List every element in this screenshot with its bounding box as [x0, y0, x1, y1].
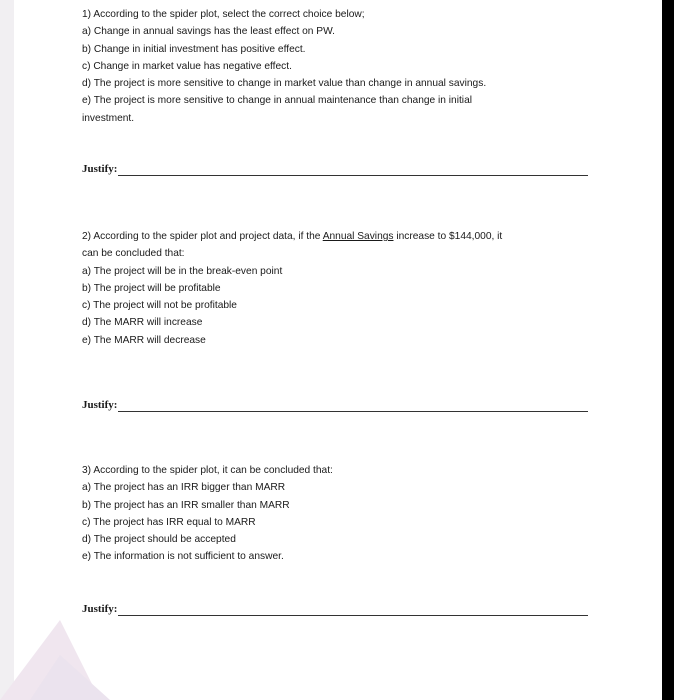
question-1-option-c: c) Change in market value has negative effect. — [82, 60, 292, 72]
justify-answer-line[interactable] — [118, 603, 588, 616]
question-2-prompt — [82, 228, 602, 245]
question-3-option-d: d) The project should be accepted — [82, 534, 236, 546]
question-2-option-e: e) The MARR will decrease — [82, 334, 206, 346]
question-2-option-d: d) The MARR will increase — [82, 317, 203, 329]
question-2-option-b: b) The project will be profitable — [82, 282, 221, 294]
question-2 — [82, 228, 602, 349]
question-2-option-c: c) The project will not be profitable — [82, 300, 237, 312]
question-2-justify[interactable] — [82, 396, 588, 412]
annual-savings-underlined: Annual Savings — [322, 231, 394, 242]
question-1-justify[interactable] — [82, 160, 588, 176]
question-1-option-e-continued: investment. — [82, 112, 135, 124]
question-1-prompt: 1) According to the spider plot, select the correct choice below; — [82, 9, 365, 20]
left-page-edge — [0, 0, 14, 700]
question-2-prompt-end: increase to $144,000, it — [393, 231, 503, 242]
question-1-option-d: d) The project is more sensitive to change in market value than change in annual savings. — [82, 78, 487, 90]
question-1 — [82, 6, 602, 127]
question-3-option-b: b) The project has an IRR smaller than MARR — [82, 499, 290, 511]
question-2-option-a: a) The project will be in the break-even point — [82, 265, 283, 277]
question-2-prompt-line2: can be concluded that: — [82, 248, 185, 260]
question-3-option-c: c) The project has IRR equal to MARR — [82, 516, 256, 528]
question-3-prompt: 3) According to the spider plot, it can be concluded that: — [82, 465, 333, 476]
decorative-triangle-small — [30, 655, 110, 700]
question-1-option-a: a) Change in annual savings has the least effect on PW. — [82, 26, 335, 38]
question-2-prompt-start: 2) According to the spider plot and project data, if the — [82, 231, 323, 242]
right-black-border — [662, 0, 674, 700]
question-1-option-e: e) The project is more sensitive to change in annual maintenance than change in initial — [82, 95, 473, 107]
justify-label: Justify: — [82, 603, 118, 615]
question-3-justify[interactable] — [82, 600, 588, 616]
justify-answer-line[interactable] — [118, 163, 588, 176]
question-1-option-b: b) Change in initial investment has positive effect. — [82, 43, 306, 55]
justify-answer-line[interactable] — [118, 399, 588, 412]
question-3 — [82, 462, 602, 566]
question-3-option-e: e) The information is not sufficient to answer. — [82, 551, 284, 563]
question-3-option-a: a) The project has an IRR bigger than MARR — [82, 482, 286, 494]
justify-label: Justify: — [82, 399, 118, 411]
justify-label: Justify: — [82, 163, 118, 175]
